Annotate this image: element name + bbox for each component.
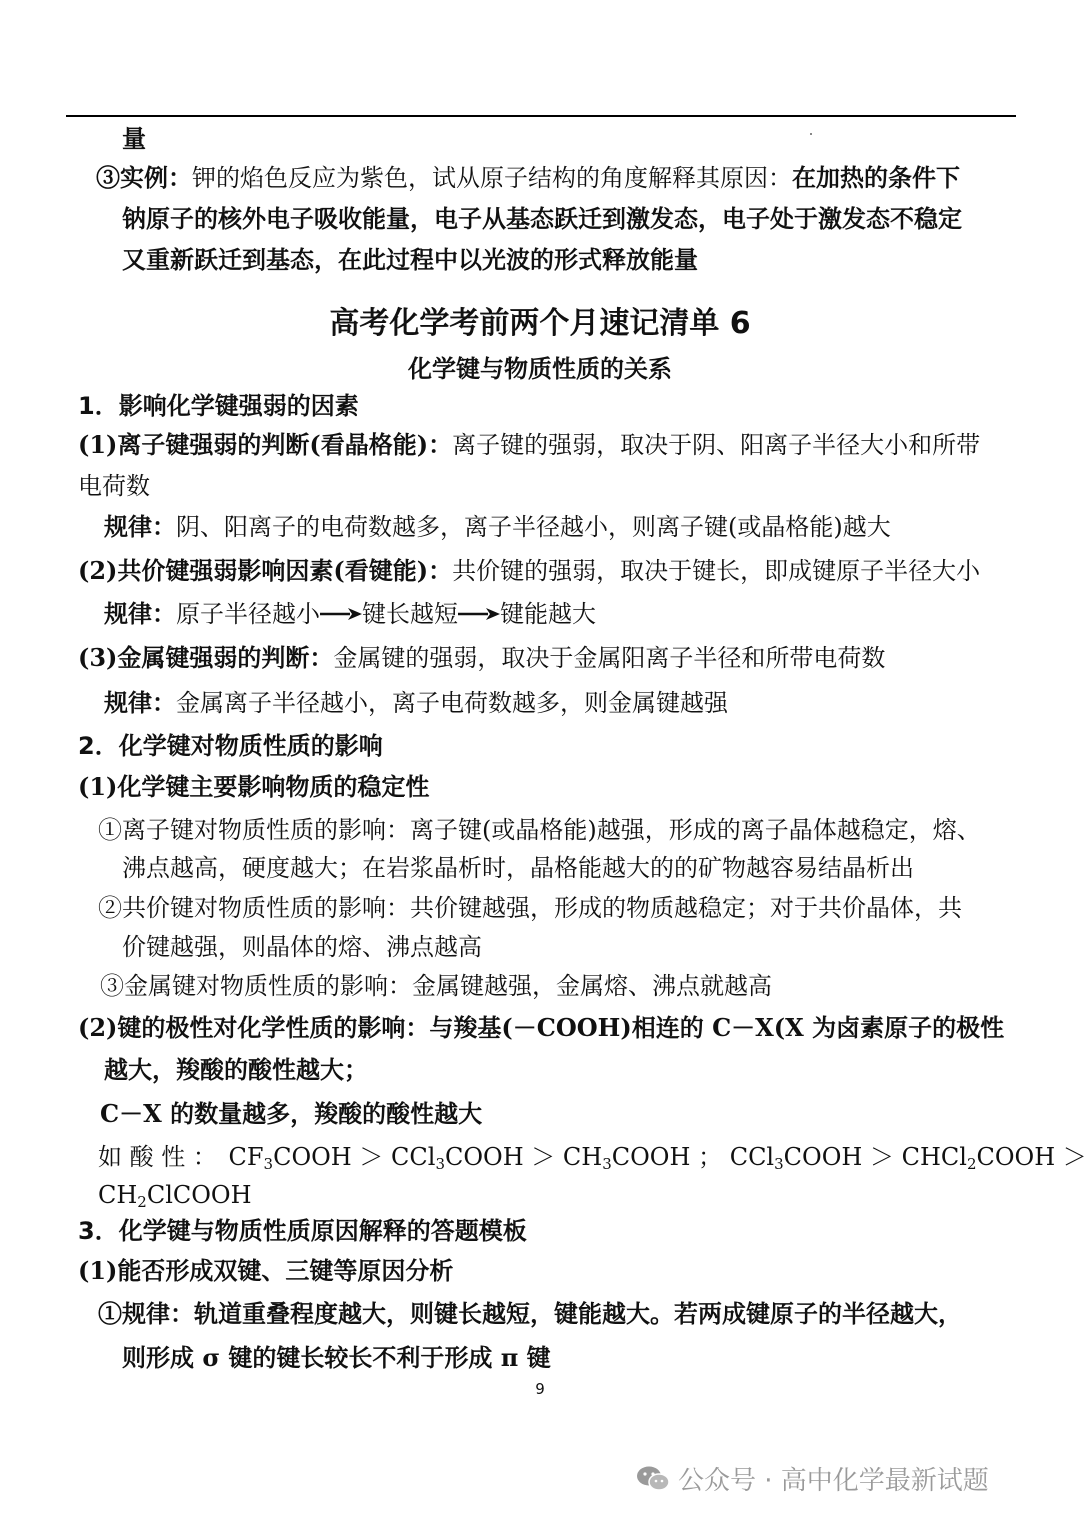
- s1-p3-label: (3)金属键强弱的判断：: [78, 643, 334, 672]
- greater-than: ＞: [1062, 1143, 1087, 1171]
- s1-p1-text: 离子键的强弱，取决于阴、阳离子半径大小和所带: [452, 431, 981, 459]
- greater-than: ＞: [359, 1143, 384, 1171]
- acid-order-line-1: [98, 1142, 1087, 1172]
- page-title: 高考化学考前两个月速记清单 6: [329, 306, 751, 341]
- s2-p2-line-1: (2)键的极性对化学性质的影响：与羧基(－COOH)相连的 C－X(X 为卤素原子的极性: [78, 1013, 1005, 1042]
- s1-p3-line: [78, 643, 885, 673]
- formula-ccl3cooh-2: CCl$_3$COOH: [729, 1143, 863, 1173]
- s1-p2-line: [78, 556, 980, 586]
- formula-cf3cooh: $CF_3COOH$: [228, 1143, 352, 1173]
- s1-p1-rule-text: 阴、阳离子的电荷数越多，离子半径越小，则离子键(或晶格能)越大: [176, 513, 891, 541]
- semicolon: ；: [698, 1143, 723, 1171]
- arrow-right-icon: [320, 607, 362, 621]
- s1-p2-rule: [104, 599, 596, 629]
- s1-p2-rule-c: 键能越大: [500, 600, 596, 628]
- speck: [810, 133, 812, 135]
- acid-order-line-2: [98, 1180, 252, 1210]
- s1-p2-label: (2)共价键强弱影响因素(看键能)：: [78, 556, 453, 585]
- greater-than: ＞: [869, 1143, 894, 1171]
- section-3-heading: 3．化学键与物质性质原因解释的答题模板: [78, 1217, 527, 1245]
- example-label: 实例：: [120, 163, 192, 192]
- s2-item-1-line-2: 沸点越高，硬度越大；在岩浆晶析时，晶格能越大的的矿物越容易结晶析出: [122, 854, 914, 882]
- s1-p2-rule-label: 规律：: [104, 599, 176, 628]
- s2-item-2-line-1: ②共价键对物质性质的影响：共价键越强，形成的物质越稳定；对于共价晶体，共: [98, 894, 962, 922]
- s2-p2-line-3: C－X 的数量越多，羧酸的酸性越大: [100, 1099, 483, 1128]
- s1-p1-line-1: [78, 430, 980, 460]
- formula-ch2clcooh: $CH_2ClCOOH$: [98, 1181, 252, 1211]
- example-answer-3: 又重新跃迁到基态，在此过程中以光波的形式释放能量: [122, 245, 698, 274]
- page-subtitle: 化学键与物质性质的关系: [408, 355, 672, 383]
- example-answer-1: 在加热的条件下: [792, 163, 960, 192]
- s3-rule-line-2: 则形成 σ 键的键长较长不利于形成 π 键: [122, 1343, 551, 1372]
- s1-p1-rule: [104, 512, 891, 542]
- s2-item-2-line-2: 价键越强，则晶体的熔、沸点越高: [122, 933, 482, 961]
- s3-p1-label: (1)能否形成双键、三键等原因分析: [78, 1256, 454, 1285]
- s1-p1-rule-label: 规律：: [104, 512, 176, 541]
- s2-p2-line-2: 越大，羧酸的酸性越大；: [104, 1055, 368, 1084]
- s1-p1-label: (1)离子键强弱的判断(看晶格能)：: [78, 430, 453, 459]
- header-rule: [66, 115, 1016, 117]
- arrow-right-icon: [458, 607, 500, 621]
- section-1-heading: 1．影响化学键强弱的因素: [78, 392, 359, 420]
- example-answer-2: 钠原子的核外电子吸收能量，电子从基态跃迁到激发态，电子处于激发态不稳定: [122, 204, 962, 233]
- s2-p1-label: (1)化学键主要影响物质的稳定性: [78, 772, 430, 801]
- watermark-text: 公众号 · 高中化学最新试题: [678, 1466, 989, 1496]
- s1-p2-text: 共价键的强弱，取决于键长，即成键原子半径大小: [452, 557, 981, 585]
- greater-than: ＞: [531, 1143, 556, 1171]
- s1-p2-rule-a: 原子半径越小: [176, 600, 320, 628]
- example-question: 钾的焰色反应为紫色，试从原子结构的角度解释其原因：: [192, 164, 792, 192]
- section-2-heading: 2．化学键对物质性质的影响: [78, 732, 383, 760]
- formula-ch3cooh: $CH_3COOH$: [562, 1143, 691, 1173]
- top-fragment: 量: [122, 124, 146, 153]
- formula-chcl2cooh: CHCl$_2$COOH: [901, 1143, 1056, 1173]
- s1-p3-rule-text: 金属离子半径越小，离子电荷数越多，则金属键越强: [176, 689, 728, 717]
- s1-p1-line-2: 电荷数: [78, 472, 150, 500]
- s1-p3-rule-label: 规律：: [104, 688, 176, 717]
- s2-item-3: ③金属键对物质性质的影响：金属键越强，金属熔、沸点就越高: [100, 972, 772, 1000]
- s3-rule-line-1: ①规律：轨道重叠程度越大，则键长越短，键能越大。若两成键原子的半径越大，: [98, 1299, 962, 1328]
- example-marker: ③: [96, 163, 120, 192]
- formula-ccl3cooh: CCl$_3$COOH: [391, 1143, 524, 1173]
- watermark: [636, 1460, 989, 1497]
- page-number: 9: [535, 1380, 545, 1398]
- s1-p2-rule-b: 键长越短: [362, 600, 458, 628]
- s1-p3-text: 金属键的强弱，取决于金属阳离子半径和所带电荷数: [333, 644, 886, 672]
- s1-p3-rule: [104, 688, 728, 718]
- acid-label: 如 酸 性 ：: [98, 1143, 217, 1171]
- wechat-icon: [636, 1465, 670, 1493]
- example-line-1: [96, 163, 960, 193]
- s2-item-1-line-1: ①离子键对物质性质的影响：离子键(或晶格能)越强，形成的离子晶体越稳定，熔、: [98, 816, 981, 844]
